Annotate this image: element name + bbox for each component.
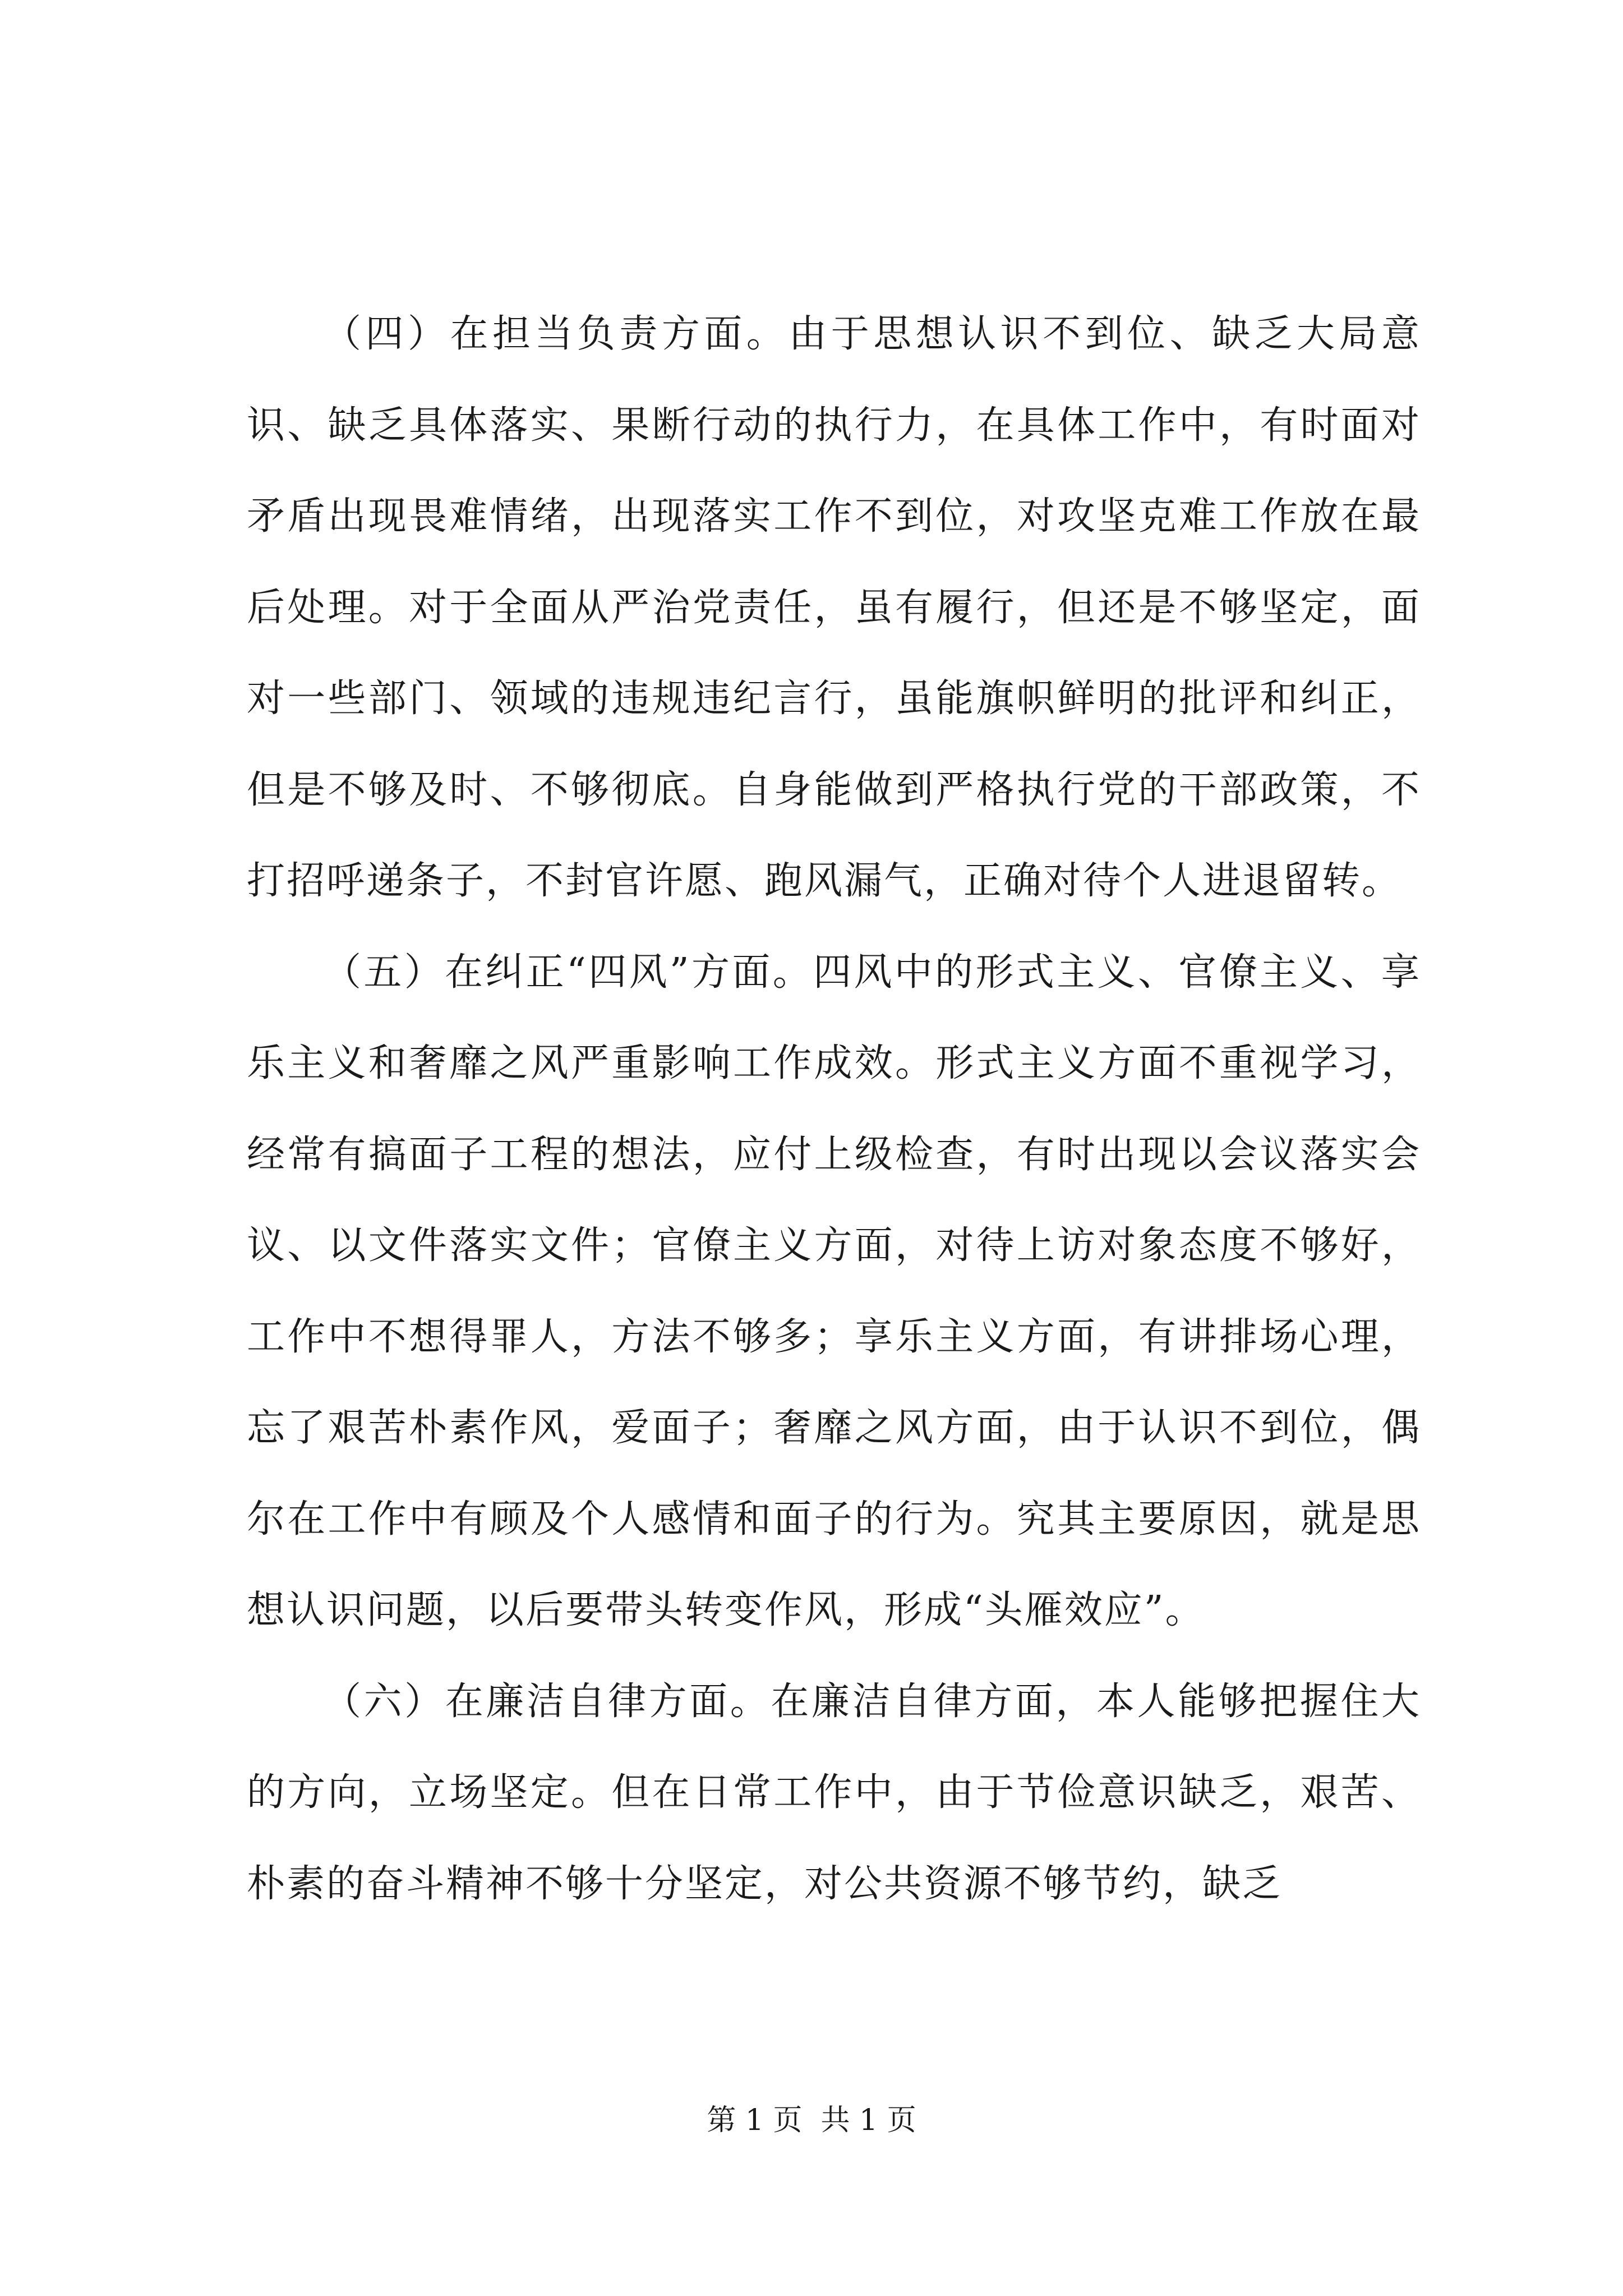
- paragraph-5: （五）在纠正“四风”方面。四风中的形式主义、官僚主义、享乐主义和奢靡之风严重影响工作成效。形式主义方面不重视学习，经常有搞面子工程的想法，应付上级检查，有时出现以会议落实会议、以文件落实文件；官僚主义方面，对待上访对象态度不够好，工作中不想得罪人，方法不够多；享乐主义方面，有讲排场心理，忘了艰苦朴素作风，爱面子；奢靡之风方面，由于认识不到位，偶尔在工作中有顾及个人感情和面子的行为。究其主要原因，就是思想认识问题，以后要带头转变作风，形成“头雁效应”。: [247, 950, 1421, 1632]
- document-body: [247, 289, 1421, 1930]
- paragraph-6: （六）在廉洁自律方面。在廉洁自律方面，本人能够把握住大的方向，立场坚定。但在日常工作中，由于节俭意识缺乏，艰苦、朴素的奋斗精神不够十分坚定，对公共资源不够节约，缺乏: [247, 1679, 1421, 1906]
- page-number-label: 第 1 页 共 1 页: [707, 2104, 916, 2137]
- page-footer: [0, 2101, 1623, 2140]
- paragraph-4: （四）在担当负责方面。由于思想认识不到位、缺乏大局意识、缺乏具体落实、果断行动的执行力，在具体工作中，有时面对矛盾出现畏难情绪，出现落实工作不到位，对攻坚克难工作放在最后处理。对于全面从严治党责任，虽有履行，但还是不够坚定，面对一些部门、领域的违规违纪言行，虽能旗帜鲜明的批评和纠正，但是不够及时、不够彻底。自身能做到严格执行党的干部政策，不打招呼递条子，不封官许愿、跑风漏气，正确对待个人进退留转。: [247, 312, 1421, 903]
